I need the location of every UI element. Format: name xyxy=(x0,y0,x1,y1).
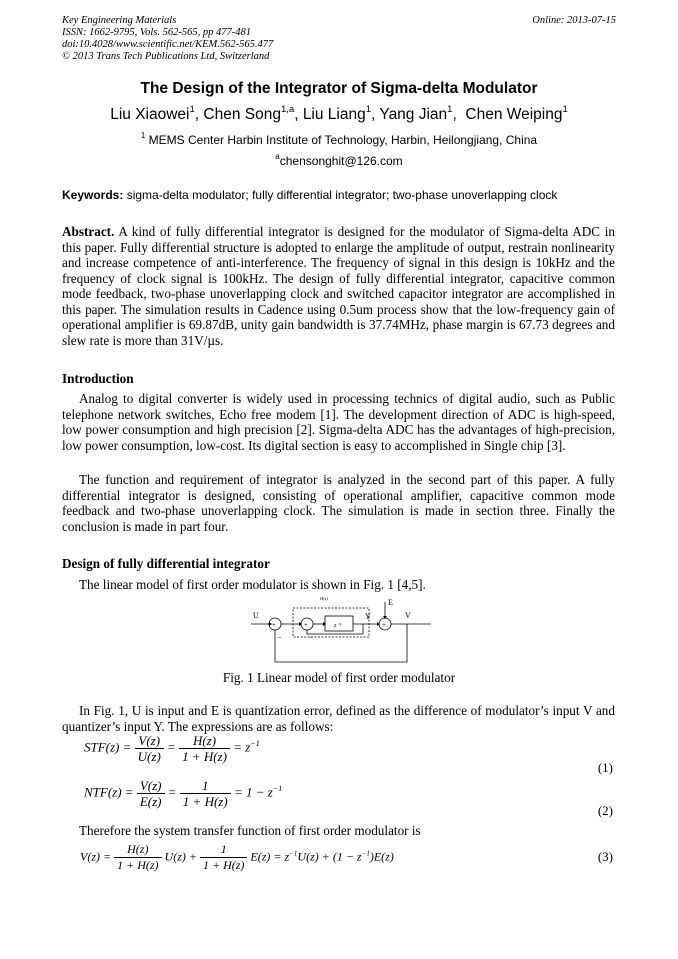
eq3-rhs-2: U(z) + (1 − z xyxy=(297,849,362,864)
eq2-exponent: −1 xyxy=(272,784,283,794)
author-sup: 1,a xyxy=(280,104,295,115)
online-date: Online: 2013-07-15 xyxy=(532,15,616,26)
paper-title: The Design of the Integrator of Sigma-delta Modulator xyxy=(140,80,538,97)
eq2-lhs: NTF(z) = xyxy=(84,784,134,800)
eq3-exponent-1: −1 xyxy=(289,849,298,858)
keywords xyxy=(62,188,614,202)
eq1-exponent: −1 xyxy=(250,739,260,749)
design-paragraph-3: Therefore the system transfer function of first order modulator is xyxy=(79,823,421,838)
eq1-rhs: = z xyxy=(233,739,251,755)
issn: ISSN: 1662-9795, Vols. 562-565, pp 477-481 xyxy=(62,27,251,38)
label-u: U xyxy=(253,611,259,620)
eq3-rhs-1: E(z) = z xyxy=(250,849,290,864)
label-e: E xyxy=(388,598,393,607)
abstract-text: A kind of fully differential integrator is designed for the modulator of Sigma-delta ADC in this paper. Fully differential structure is adopted to enlarge the amplitude of output, restrain nonlinearity and increase competence of anti-interference. The frequency of signal in this design is 10kHz and the frequency of clock signal is 100kHz. The design of fully differential integrator, capacitive common mode feedback, two-phase unoverlapping clock and switched capacitor integrator are accomplished in this paper. The simulation results in Cadence using 0.5um process show that the low-frequency gain of operational amplifier is 69.87dB, unity gain bandwidth is 37.74MHz, phase margin is 67.73 degrees and slew rate is more than 31V/µs. xyxy=(62,224,615,348)
author-list: Liu Xiaowei$^1$, Chen Song$^{1,a}$, Liu Liang$^1$, Yang Jian$^1$, Chen Weiping$^1$ xyxy=(110,104,568,123)
doi: doi:10.4028/www.scientific.net/KEM.562-565.477 xyxy=(62,39,274,50)
minus-sign: − xyxy=(309,633,314,642)
plus-sign: + xyxy=(272,621,276,629)
figure-1-block-diagram xyxy=(245,592,435,668)
eq3-numerator-2: 1 xyxy=(200,842,247,858)
equation-1-number: (1) xyxy=(597,760,613,775)
eq1-lhs: STF(z) = xyxy=(84,739,132,755)
abstract-label: Abstract. xyxy=(62,224,115,239)
author-name: Liu Liang xyxy=(302,106,366,123)
label-hz: H(z) xyxy=(320,596,328,601)
author-sup: 1 xyxy=(365,104,372,115)
copyright: © 2013 Trans Tech Publications Ltd, Switzerland xyxy=(62,51,270,62)
author-name: Yang Jian xyxy=(379,106,448,123)
eq3-rhs-3: )E(z) xyxy=(369,849,394,864)
introduction-heading: Introduction xyxy=(62,371,134,386)
affiliation-text: MEMS Center Harbin Institute of Technology, Harbin, Heilongjiang, China xyxy=(148,133,538,147)
label-v: V xyxy=(405,611,411,620)
abstract xyxy=(62,224,615,348)
design-paragraph-2: In Fig. 1, U is input and E is quantization error, defined as the difference of modulator’s input V and quantizer’s input Y. The expressions are as follows: xyxy=(62,703,615,734)
eq2-numerator-1: V(z) xyxy=(137,778,165,794)
author-sup: 1 xyxy=(562,104,568,115)
eq3-middle: U(z) + xyxy=(164,849,197,864)
eq2-denominator-1: E(z) xyxy=(139,794,162,809)
author-name: Chen Song xyxy=(203,106,281,123)
eq3-denominator-2: 1 + H(z) xyxy=(202,858,245,872)
eq3-denominator-1: 1 + H(z) xyxy=(117,858,159,872)
introduction-paragraph-2: The function and requirement of integrator is analyzed in the second part of this paper. A fully differential integrator is designed, consisting of operational amplifier, capacitive common mode feedback and two-phase unoverlapping clock. The simulation is made in section three. Finally the conclusion is made in part four. xyxy=(62,472,615,534)
figure-1-caption: Fig. 1 Linear model of first order modulator xyxy=(222,670,456,685)
keywords-label: Keywords: xyxy=(62,188,124,202)
eq2-rhs: = 1 − z xyxy=(233,784,273,800)
eq2-numerator-2: 1 xyxy=(180,778,231,794)
equation-3 xyxy=(80,842,394,873)
affiliation xyxy=(0,133,678,147)
author-sup: 1 xyxy=(447,104,453,115)
design-heading: Design of fully differential integrator xyxy=(62,556,270,571)
label-delay: z⁻¹ xyxy=(334,623,342,629)
author-sup: 1 xyxy=(189,104,195,115)
eq1-numerator-2: H(z) xyxy=(179,733,230,749)
eq2-denominator-2: 1 + H(z) xyxy=(182,794,228,809)
plus-sign: + xyxy=(304,621,308,629)
email xyxy=(0,154,678,168)
introduction-paragraph-1: Analog to digital converter is widely used in processing technics of digital audio, such as Public telephone network switches, Echo free modem [1]. The development direction of ADC is high-speed, low power consumption and high precision [2]. Sigma-delta ADC has the advantages of high-precision, low power consumption, low-cost. Its digital section is easy to accomplished in Single chip [3]. xyxy=(62,391,615,453)
author-name: Chen Weiping xyxy=(465,106,563,123)
keywords-text: sigma-delta modulator; fully differential integrator; two-phase unoverlapping clock xyxy=(126,188,558,202)
plus-sign: + xyxy=(382,621,386,629)
equation-1: STF(z) = $\frac{V(z)}{U(z)}$ = $\frac{H(z)}{1 + H(z)}$ = $z^{-1}$ xyxy=(84,733,260,764)
equation-2: NTF(z) = $\frac{V(z)}{E(z)}$ = $\frac{1}{1 + H(z)}$ = $1 - z^{-1}$ xyxy=(84,778,283,809)
affiliation-sup: 1 xyxy=(140,131,146,140)
eq1-denominator-2: 1 + H(z) xyxy=(182,749,227,764)
minus-sign: − xyxy=(277,633,282,642)
eq3-lhs: V(z) = xyxy=(80,849,112,864)
eq1-denominator-1: U(z) xyxy=(137,749,161,764)
eq3-numerator-1: H(z) xyxy=(114,842,161,858)
email-text: chensonghit@126.com xyxy=(279,154,403,168)
eq1-numerator-1: V(z) xyxy=(135,733,164,749)
author-name: Liu Xiaowei xyxy=(110,106,190,123)
email-sup: a xyxy=(275,152,280,161)
label-y: Y xyxy=(365,612,371,621)
equation-3-number: (3) xyxy=(597,849,613,864)
journal-name: Key Engineering Materials xyxy=(62,15,177,26)
eq3-exponent-2: −1 xyxy=(361,849,370,858)
design-paragraph-1: The linear model of first order modulator is shown in Fig. 1 [4,5]. xyxy=(79,577,426,592)
equation-2-number: (2) xyxy=(597,803,613,818)
journal-header xyxy=(62,15,622,63)
